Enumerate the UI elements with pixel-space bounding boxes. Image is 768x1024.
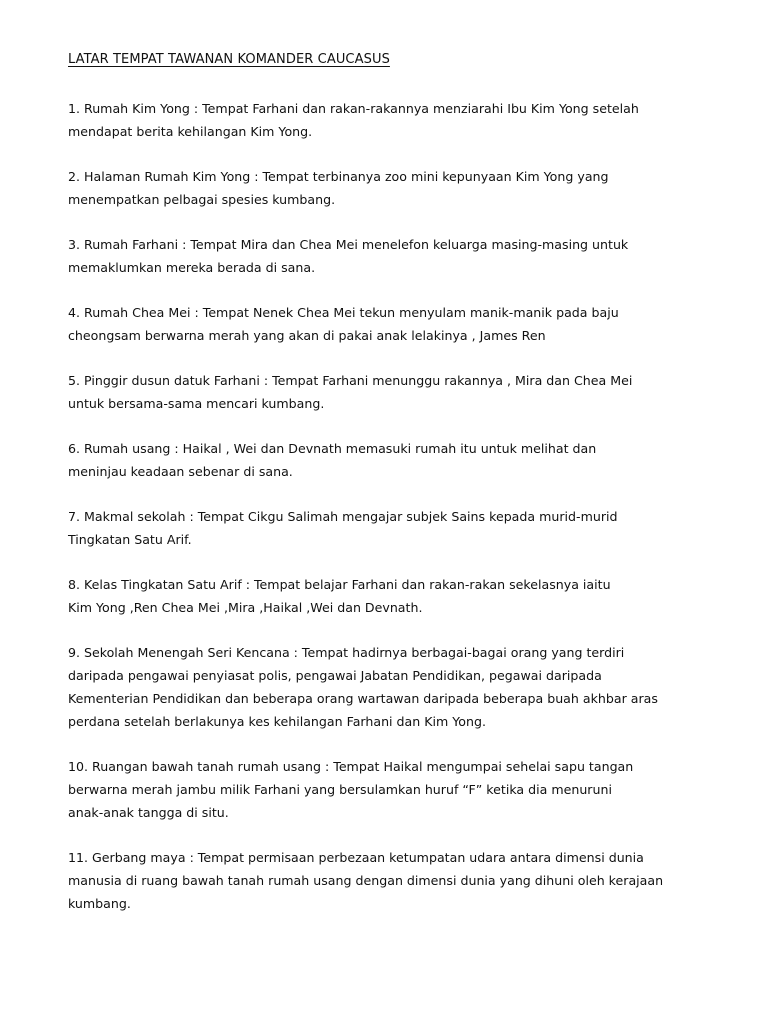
entry-text-line: 2. Halaman Rumah Kim Yong : Tempat terbinanya zoo mini kepunyaan Kim Yong yang [68,169,609,184]
entry-text-line: 1. Rumah Kim Yong : Tempat Farhani dan rakan-rakannya menziarahi Ibu Kim Yong setelah [68,101,639,116]
setting-entry [68,97,696,143]
entry-text-line: 11. Gerbang maya : Tempat permisaan perbezaan ketumpatan udara antara dimensi dunia [68,850,644,865]
setting-list [68,97,696,937]
setting-entry [68,165,696,211]
entry-text-line: memaklumkan mereka berada di sana. [68,260,316,275]
entry-text-line: mendapat berita kehilangan Kim Yong. [68,124,313,139]
entry-text-line: Tingkatan Satu Arif. [68,532,192,547]
setting-entry [68,573,696,619]
entry-text-line: 5. Pinggir dusun datuk Farhani : Tempat Farhani menunggu rakannya , Mira dan Chea Mei [68,373,633,388]
entry-text-line: berwarna merah jambu milik Farhani yang bersulamkan huruf “F” ketika dia menuruni [68,782,612,797]
entry-text-line: daripada pengawai penyiasat polis, pengawai Jabatan Pendidikan, pegawai daripada [68,668,602,683]
entry-text-line: menempatkan pelbagai spesies kumbang. [68,192,336,207]
setting-entry [68,301,696,347]
setting-entry [68,505,696,551]
document-title: LATAR TEMPAT TAWANAN KOMANDER CAUCASUS [68,52,390,67]
setting-entry [68,755,696,824]
entry-text-line: 10. Ruangan bawah tanah rumah usang : Tempat Haikal mengumpai sehelai sapu tangan [68,759,634,774]
entry-text-line: 6. Rumah usang : Haikal , Wei dan Devnath memasuki rumah itu untuk melihat dan [68,441,597,456]
entry-text-line: 3. Rumah Farhani : Tempat Mira dan Chea Mei menelefon keluarga masing-masing untuk [68,237,629,252]
setting-entry [68,846,696,915]
entry-text-line: 4. Rumah Chea Mei : Tempat Nenek Chea Mei tekun menyulam manik-manik pada baju [68,305,619,320]
setting-entry [68,369,696,415]
entry-text-line: cheongsam berwarna merah yang akan di pakai anak lelakinya , James Ren [68,328,546,343]
entry-text-line: Kim Yong ,Ren Chea Mei ,Mira ,Haikal ,Wei dan Devnath. [68,600,423,615]
setting-entry [68,641,696,733]
entry-text-line: 8. Kelas Tingkatan Satu Arif : Tempat belajar Farhani dan rakan-rakan sekelasnya iaitu [68,577,611,592]
setting-entry [68,437,696,483]
entry-text-line: anak-anak tangga di situ. [68,805,229,820]
entry-text-line: kumbang. [68,896,131,911]
entry-text-line: meninjau keadaan sebenar di sana. [68,464,293,479]
entry-text-line: 7. Makmal sekolah : Tempat Cikgu Salimah mengajar subjek Sains kepada murid-murid [68,509,618,524]
entry-text-line: 9. Sekolah Menengah Seri Kencana : Tempat hadirnya berbagai-bagai orang yang terdiri [68,645,625,660]
setting-entry [68,233,696,279]
entry-text-line: perdana setelah berlakunya kes kehilangan Farhani dan Kim Yong. [68,714,486,729]
entry-text-line: manusia di ruang bawah tanah rumah usang dengan dimensi dunia yang dihuni oleh kerajaan [68,873,664,888]
entry-text-line: Kementerian Pendidikan dan beberapa orang wartawan daripada beberapa buah akhbar aras [68,691,658,706]
entry-text-line: untuk bersama-sama mencari kumbang. [68,396,325,411]
